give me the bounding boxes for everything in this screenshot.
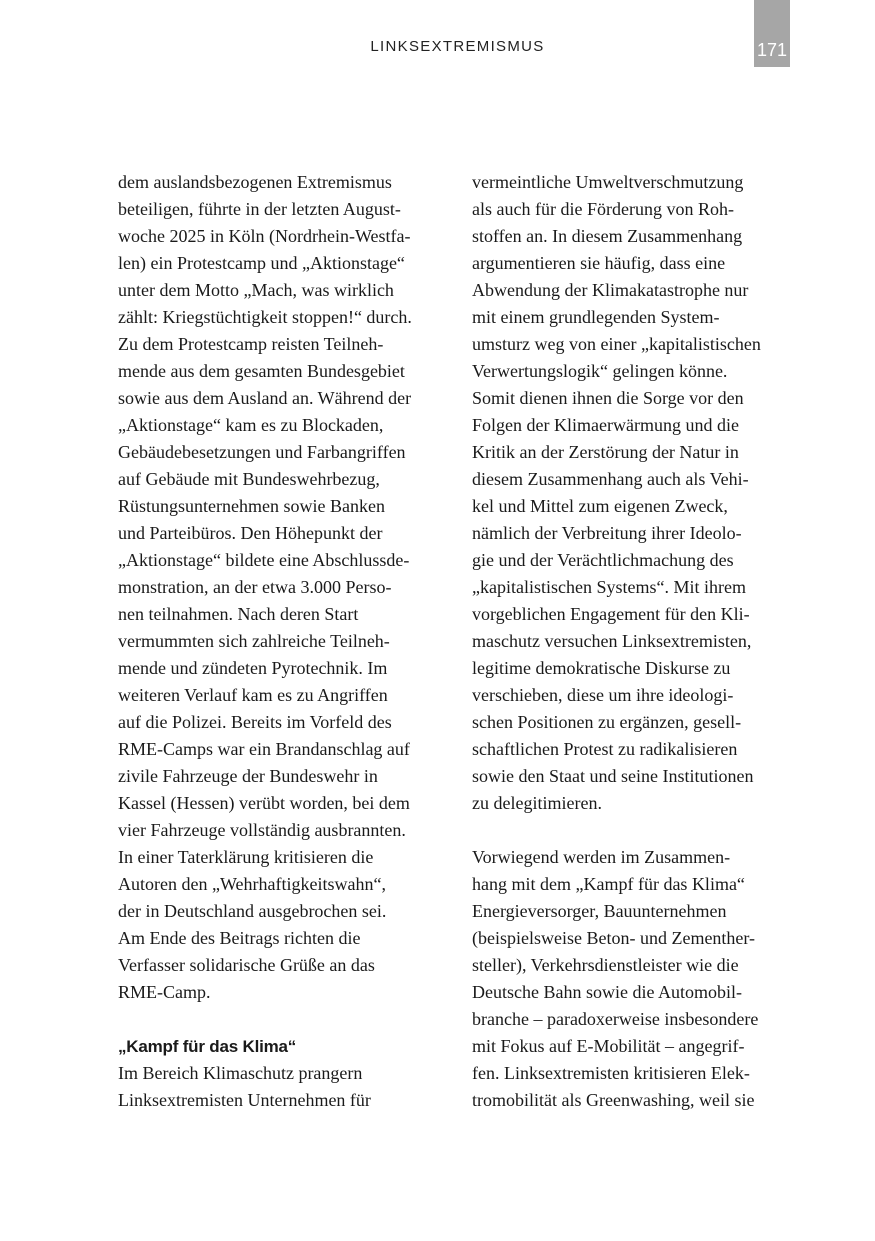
- text-line: argumentieren sie häufig, dass eine: [472, 253, 726, 273]
- text-line: Zu dem Protestcamp reisten Teilneh-: [118, 334, 384, 354]
- text-line: als auch für die Förderung von Roh-: [472, 199, 734, 219]
- text-line: tromobilität als Greenwashing, weil sie: [472, 1090, 755, 1110]
- text-line: auf die Polizei. Bereits im Vorfeld des: [118, 712, 392, 732]
- text-line: Kritik an der Zerstörung der Natur in: [472, 442, 739, 462]
- text-line: Vorwiegend werden im Zusammen-: [472, 847, 731, 867]
- text-line: vorgeblichen Engagement für den Kli-: [472, 604, 750, 624]
- running-header-title: LINKSEXTREMISMUS: [370, 38, 545, 55]
- text-line: zivile Fahrzeuge der Bundeswehr in: [118, 766, 378, 786]
- right-column: [472, 169, 802, 1114]
- text-line: auf Gebäude mit Bundeswehrbezug,: [118, 469, 380, 489]
- text-line: RME-Camps war ein Brandanschlag auf: [118, 739, 410, 759]
- text-line: zu delegitimieren.: [472, 793, 602, 813]
- text-line: woche 2025 in Köln (Nordrhein-Westfa-: [118, 226, 411, 246]
- text-line: Am Ende des Beitrags richten die: [118, 928, 361, 948]
- text-line: In einer Taterklärung kritisieren die: [118, 847, 374, 867]
- text-line: beteiligen, führte in der letzten August-: [118, 199, 401, 219]
- text-line: Abwendung der Klimakatastrophe nur: [472, 280, 749, 300]
- paragraph-gap: [118, 1006, 448, 1033]
- text-line: nen teilnahmen. Nach deren Start: [118, 604, 359, 624]
- text-line: mende aus dem gesamten Bundesgebiet: [118, 361, 405, 381]
- text-line: maschutz versuchen Linksextremisten,: [472, 631, 752, 651]
- right-paragraph-1: [472, 169, 802, 817]
- left-paragraph-1: [118, 169, 448, 1006]
- text-line: (beispielsweise Beton- und Zementher-: [472, 928, 756, 948]
- text-line: „kapitalistischen Systems“. Mit ihrem: [472, 577, 746, 597]
- text-line: Linksextremisten Unternehmen für: [118, 1090, 371, 1110]
- text-line: stoffen an. In diesem Zusammenhang: [472, 226, 743, 246]
- text-line: der in Deutschland ausgebrochen sei.: [118, 901, 387, 921]
- text-line: fen. Linksextremisten kritisieren Elek-: [472, 1063, 750, 1083]
- text-line: monstration, an der etwa 3.000 Perso-: [118, 577, 392, 597]
- section-subheading: „Kampf für das Klima“: [118, 1037, 297, 1056]
- text-line: umsturz weg von einer „kapitalistischen: [472, 334, 761, 354]
- text-line: Kassel (Hessen) verübt worden, bei dem: [118, 793, 410, 813]
- text-line: nämlich der Verbreitung ihrer Ideolo-: [472, 523, 742, 543]
- page-number: 171: [756, 40, 788, 60]
- text-line: Rüstungsunternehmen sowie Banken: [118, 496, 385, 516]
- text-line: Verwertungslogik“ gelingen könne.: [472, 361, 728, 381]
- paragraph-gap: [472, 817, 802, 844]
- text-line: gie und der Verächtlichmachung des: [472, 550, 734, 570]
- text-line: mit Fokus auf E-Mobilität – angegrif-: [472, 1036, 745, 1056]
- text-line: schaftlichen Protest zu radikalisieren: [472, 739, 738, 759]
- text-line: diesem Zusammenhang auch als Vehi-: [472, 469, 749, 489]
- text-line: unter dem Motto „Mach, was wirklich: [118, 280, 394, 300]
- text-line: und Parteibüros. Den Höhepunkt der: [118, 523, 383, 543]
- page-number-tab: [754, 0, 790, 67]
- text-line: weiteren Verlauf kam es zu Angriffen: [118, 685, 388, 705]
- left-column: [118, 169, 448, 1114]
- text-line: „Aktionstage“ kam es zu Blockaden,: [118, 415, 384, 435]
- text-line: Energieversorger, Bauunternehmen: [472, 901, 727, 921]
- text-line: sowie aus dem Ausland an. Während der: [118, 388, 412, 408]
- text-line: Folgen der Klimaerwärmung und die: [472, 415, 739, 435]
- text-line: schen Positionen zu ergänzen, gesell-: [472, 712, 742, 732]
- text-line: vier Fahrzeuge vollständig ausbrannten.: [118, 820, 406, 840]
- text-line: Gebäudebesetzungen und Farbangriffen: [118, 442, 406, 462]
- text-line: vermummten sich zahlreiche Teilneh-: [118, 631, 390, 651]
- text-line: hang mit dem „Kampf für das Klima“: [472, 874, 745, 894]
- text-line: vermeintliche Umweltverschmutzung: [472, 172, 744, 192]
- text-line: len) ein Protestcamp und „Aktionstage“: [118, 253, 405, 273]
- text-line: Verfasser solidarische Grüße an das: [118, 955, 375, 975]
- text-line: mit einem grundlegenden System-: [472, 307, 720, 327]
- left-paragraph-2: [118, 1060, 448, 1114]
- text-line: verschieben, diese um ihre ideologi-: [472, 685, 734, 705]
- text-line: mende und zündeten Pyrotechnik. Im: [118, 658, 388, 678]
- text-line: kel und Mittel zum eigenen Zweck,: [472, 496, 728, 516]
- text-line: dem auslandsbezogenen Extremismus: [118, 172, 392, 192]
- text-line: steller), Verkehrsdienstleister wie die: [472, 955, 739, 975]
- text-line: zählt: Kriegstüchtigkeit stoppen!“ durch.: [118, 307, 412, 327]
- text-line: sowie den Staat und seine Institutionen: [472, 766, 754, 786]
- text-line: branche – paradoxerweise insbesondere: [472, 1009, 759, 1029]
- text-line: RME-Camp.: [118, 982, 211, 1002]
- text-line: legitime demokratische Diskurse zu: [472, 658, 731, 678]
- text-line: Somit dienen ihnen die Sorge vor den: [472, 388, 744, 408]
- text-line: Im Bereich Klimaschutz prangern: [118, 1063, 363, 1083]
- text-line: „Aktionstage“ bildete eine Abschlussde-: [118, 550, 410, 570]
- text-line: Deutsche Bahn sowie die Automobil-: [472, 982, 742, 1002]
- right-paragraph-2: [472, 844, 802, 1114]
- text-line: Autoren den „Wehrhaftigkeitswahn“,: [118, 874, 386, 894]
